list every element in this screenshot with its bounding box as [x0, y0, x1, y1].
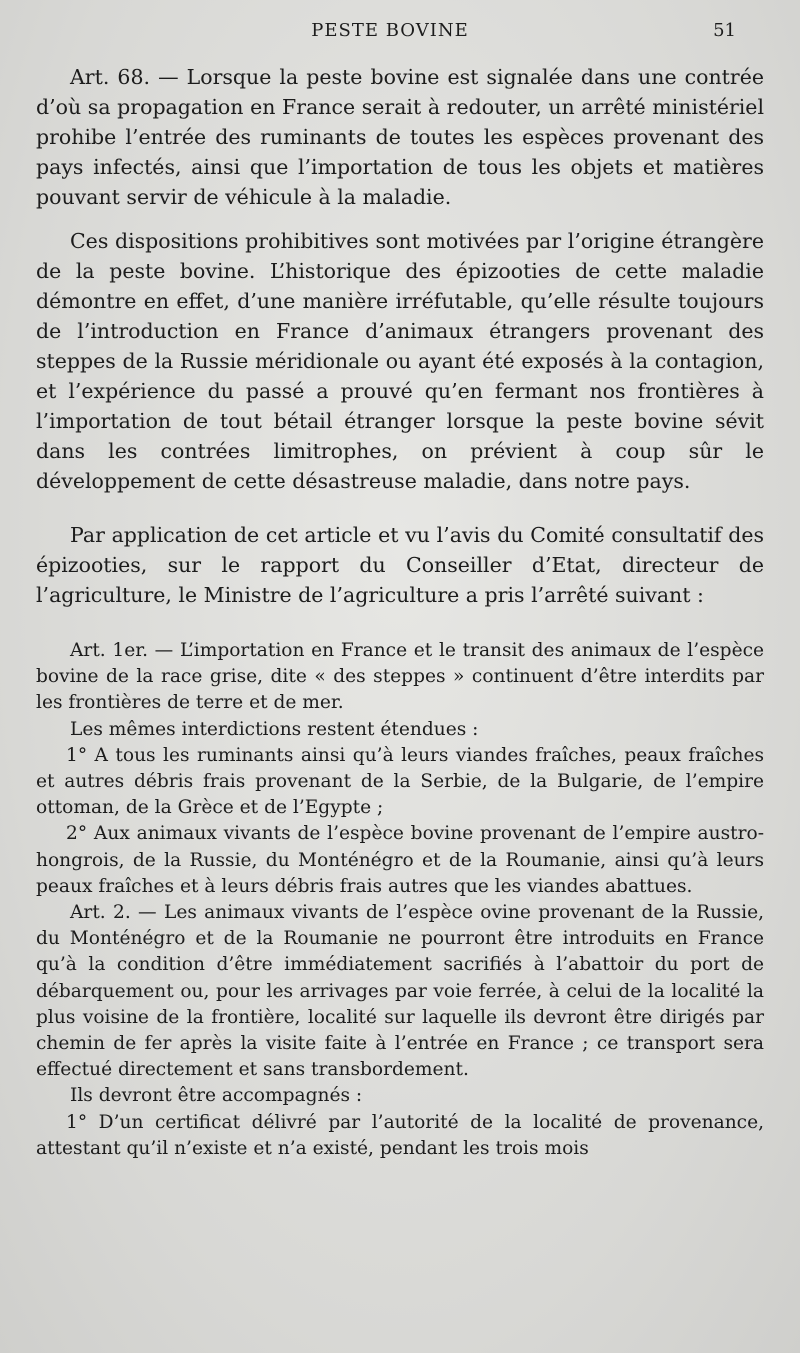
paragraph-interdictions: Les mêmes interdictions restent étendues :	[70, 718, 479, 740]
paragraph-art-68: Art. 68. — Lorsque la peste bovine est signalée dans une contrée d’où sa propagation en France serait à redouter, un arrêté ministériel prohibe l’entrée des ruminants de toutes les espèces provenant des pays infectés, ainsi que l’importation de tous les objets et matières pouvant servir de véhicule à la maladie.	[36, 65, 764, 209]
list-item-1: 1° A tous les ruminants ainsi qu’à leurs viandes fraîches, peaux fraîches et autres débris frais provenant de la Serbie, de la Bulgarie, de l’empire ottoman, de la Grèce et de l’Egypte ;	[36, 744, 764, 819]
paragraph-art-1: Art. 1er. — L’importation en France et le transit des animaux de l’espèce bovine de la race grise, dite « des steppes » continuent d’être interdits par les frontières de terre et de mer.	[36, 640, 764, 714]
paragraph-accompagnes: Ils devront être accompagnés :	[70, 1085, 363, 1107]
running-title: PESTE BOVINE	[311, 20, 469, 41]
list-item-certificat: 1° D’un certificat délivré par l’autorité de la localité de provenance, attestant qu’il n’existe et n’a existé, pendant les trois mois	[36, 1111, 764, 1159]
list-item-2: 2° Aux animaux vivants de l’espèce bovine provenant de l’empire austro-hongrois, de la Russie, du Monténégro et de la Roumanie, ainsi qu’à leurs peaux fraîches et à leurs débris frais autres que les viandes abattues.	[36, 823, 764, 897]
running-head	[30, 20, 750, 46]
body-text	[36, 62, 764, 1159]
paragraph-art-2: Art. 2. — Les animaux vivants de l’espèce ovine provenant de la Russie, du Monténégro et de la Roumanie ne pourront être introduits en France qu’à la condition d’être immédiatement sacrifiés à l’abattoir du port de débarquement ou, pour les arrivages par voie ferrée, à celui de la localité la plus voisine de la frontière, localité sur laquelle ils devront être dirigés par chemin de fer après la visite faite à l’entrée en France ; ce transport sera effectué directement et sans transbordement.	[36, 902, 764, 1081]
page-number: 51	[713, 20, 736, 41]
paragraph-commentary: Ces dispositions prohibitives sont motivées par l’origine étrangère de la peste bovine. L’historique des épizooties de cette maladie démontre en effet, d’une manière irréfutable, qu’elle résulte toujours de l’introduction en France d’animaux étrangers provenant des steppes de la Russie méridionale ou ayant été exposés à la contagion, et l’expérience du passé a prouvé qu’en fermant nos frontières à l’importation de tout bétail étranger lorsque la peste bovine sévit dans les contrées limitrophes, on prévient à coup sûr le développement de cette désastreuse maladie, dans notre pays.	[36, 229, 764, 493]
paragraph-application: Par application de cet article et vu l’avis du Comité consultatif des épizooties, sur le rapport du Conseiller d’Etat, directeur de l’agriculture, le Ministre de l’agriculture a pris l’arrêté suivant :	[36, 523, 764, 607]
